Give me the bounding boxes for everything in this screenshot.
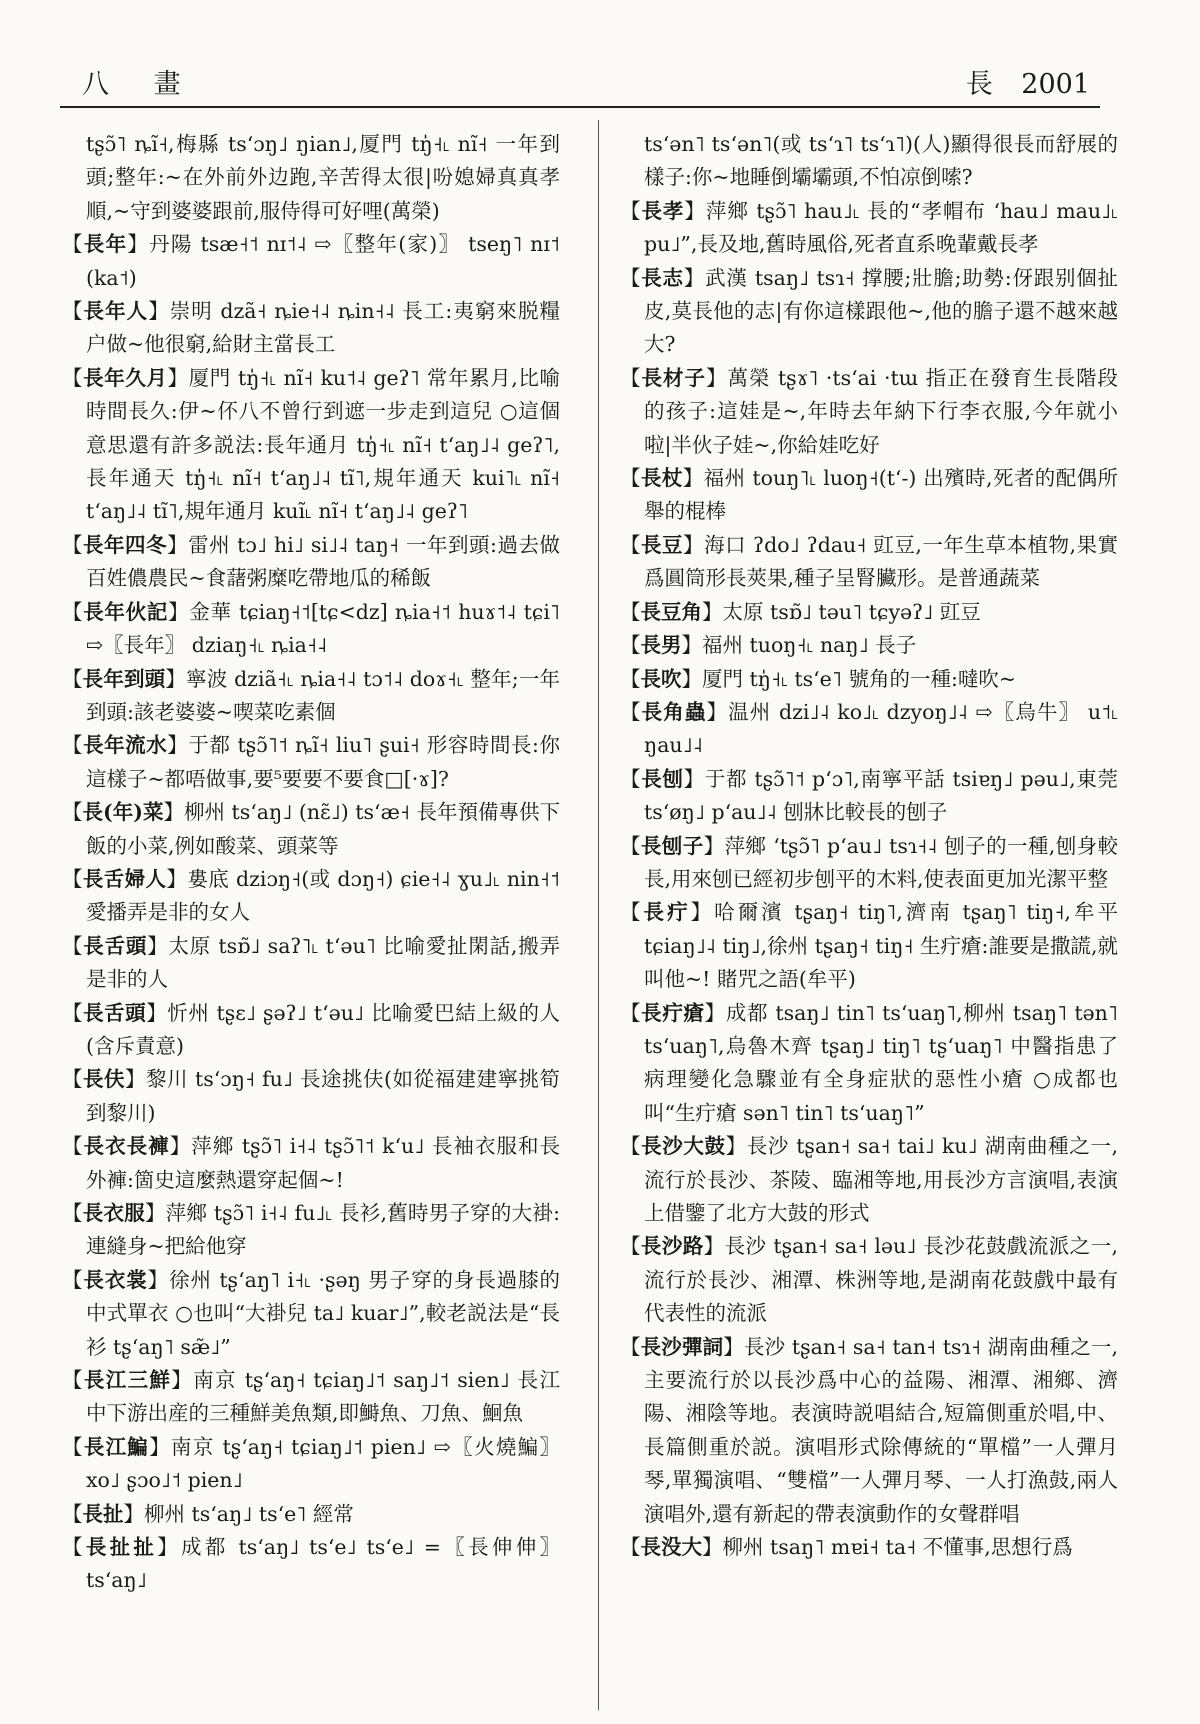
entry-text: 徐州 tʂʻaŋ˥ i˧˪ ·ʂəŋ 男子穿的身長過膝的中式單衣 ○也叫“大褂兒 ta˩ kuar˩”,較老説法是“長衫 tʂʻaŋ˥ sæ̃˩”	[86, 1267, 560, 1359]
entry-text: 長沙 tʂan˧ sa˧ ləu˩ 長沙花鼓戲流派之一,流行於長沙、湘潭、株洲等地,是湖南花鼓戲中最有代表性的流派	[644, 1234, 1118, 1326]
dictionary-entry	[62, 796, 560, 863]
entry-headword: 【長衣服】	[62, 1201, 166, 1225]
dictionary-entry	[620, 1331, 1118, 1531]
entry-text: 寧波 dziã˧˪ ȵia˧˨ tɔ˦˨ doɤ˧˪ 整年;一年到頭:該老婆婆~喫菜吃素個	[86, 666, 560, 724]
entry-headword: 【長志】	[620, 265, 706, 290]
dictionary-entry	[62, 362, 560, 529]
entry-headword: 【長没大】	[620, 1535, 723, 1560]
entry-text: 成都 tsʻaŋ˩ tsʻe˩ tsʻe˩ =〖長伸伸〗 tsʻaŋ˩	[86, 1535, 560, 1593]
dictionary-entry	[620, 529, 1118, 596]
dictionary-entry	[62, 1130, 560, 1197]
dictionary-entry	[620, 830, 1118, 897]
dictionary-entry	[620, 195, 1118, 262]
dictionary-entry	[62, 529, 560, 596]
entry-text: 萍鄉 ʻtʂɔ̃˥ pʻau˩ tsɿ˧˨ 刨子的一種,刨身較長,用來刨已經初步刨平的木料,使表面更加光潔平整	[644, 833, 1118, 891]
entry-headword: 【長年四冬】	[62, 532, 189, 557]
entry-headword: 【長吹】	[620, 666, 702, 691]
entry-text: 南京 tʂʻaŋ˧ tɕiaŋ˩˦ pien˩ ⇨〖火燒鯿〗 xo˩ ʂɔo˩˦ pien˩	[86, 1434, 560, 1493]
entry-headword: 【長年】	[62, 232, 150, 257]
dictionary-entry	[620, 1130, 1118, 1230]
entry-text: 萍鄉 tʂɔ̃˥ hau˩˪ 長的“孝帽布 ʻhau˩ mau˩˪ pu˩”,長及地,舊時風俗,死者直系晚輩戴長孝	[644, 198, 1118, 257]
entry-headword: 【長沙路】	[620, 1234, 725, 1259]
entry-headword: 【長疔】	[620, 900, 715, 925]
entry-headword: 【長刨子】	[620, 833, 725, 858]
entry-headword: 【長角蟲】	[620, 699, 729, 724]
left-column	[62, 128, 560, 1700]
dictionary-entry	[62, 128, 560, 228]
dictionary-entry	[620, 629, 1118, 662]
entry-headword: 【長材子】	[620, 365, 728, 390]
dictionary-entry	[620, 362, 1118, 462]
dictionary-entry	[620, 896, 1118, 996]
entry-text: 萬榮 tʂɤ˥ ·tsʻai ·tɯ 指正在發育生長階段的孩子:這娃是~,年時去年納下行李衣服,今年就小啦|半伙子娃~,你給娃吃好	[644, 365, 1118, 457]
dictionary-entry	[62, 997, 560, 1064]
dictionary-entry	[62, 1197, 560, 1264]
entry-text: 武漢 tsaŋ˩ tsɿ˧ 撑腰;壯膽;助勢:伢跟别個扯皮,莫長他的志|有你這樣跟他~,他的膽子還不越來越大?	[644, 265, 1118, 357]
entry-text: 金華 tɕiaŋ˧˦[tɕ<dz] ȵia˧˦ huɤ˦˨ tɕi˥ ⇨〖長年〗 dziaŋ˧˪ ȵia˧˨	[86, 599, 560, 658]
right-column	[620, 128, 1118, 1700]
entry-headword: 【長年人】	[62, 299, 170, 324]
entry-headword: 【長年到頭】	[62, 666, 187, 691]
dictionary-entry	[62, 729, 560, 796]
page-number: 2001	[1021, 69, 1090, 100]
entry-text: 婁底 dziɔŋ˧(或 dɔŋ˧) ɕie˧˨ ɣu˩˪ nin˧˦ 愛播弄是非的女人	[86, 866, 560, 925]
entry-text: 温州 dzi˩˨ ko˩˪ dzyoŋ˩˨ ⇨〖烏牛〗 u˦˪ ŋau˩˨	[644, 699, 1118, 758]
entry-headword: 【長衣長褲】	[62, 1134, 192, 1159]
entry-text: 萍鄉 tʂɔ̃˥ i˧˨ tʂɔ̃˥˦ kʻu˩ 長袖衣服和長外褲:箇史這麼熱還穿起個~!	[86, 1134, 560, 1192]
entry-text: 萍鄉 tʂɔ̃˥ i˧˨ fu˩˪ 長衫,舊時男子穿的大褂:連縫身~把給他穿	[86, 1201, 560, 1259]
entry-headword: 【長舌頭】	[62, 933, 169, 958]
entry-text: tsʻən˥ tsʻən˥(或 tsʻɿ˥ tsʻɿ˥)(人)顯得很長而舒展的樣子:你~地睡倒壩壩頭,不怕凉倒嗦?	[644, 132, 1118, 190]
dictionary-entry	[62, 863, 560, 930]
entry-headword: 【長伕】	[62, 1067, 146, 1092]
dictionary-entry	[62, 1498, 560, 1531]
dictionary-entry	[620, 462, 1118, 529]
dictionary-entry	[62, 1431, 560, 1498]
entry-text: 長沙 tʂan˧ sa˧ tai˩ ku˩ 湖南曲種之一,流行於長沙、茶陵、臨湘等地,用長沙方言演唱,表演上借鑒了北方大鼓的形式	[644, 1134, 1118, 1225]
entry-headword: 【長扯扯】	[62, 1535, 182, 1560]
dictionary-entry	[620, 596, 1118, 629]
dictionary-entry	[62, 1531, 560, 1598]
dictionary-entry	[620, 262, 1118, 362]
entry-text: 厦門 tŋ̍˧˪ tsʻe˥ 號角的一種:噠吹~	[702, 666, 1017, 691]
entry-headword: 【長沙大鼓】	[620, 1134, 747, 1159]
page-info	[946, 62, 1090, 101]
entry-text: 成都 tsaŋ˩ tin˥ tsʻuaŋ˥,柳州 tsaŋ˥ tən˥ tsʻuaŋ˥,烏魯木齊 tʂaŋ˩ tiŋ˥ tʂʻuaŋ˥ 中醫指患了病理變化急驟並有全身症狀的惡性小瘡 ○成都也叫“生疔瘡 sən˥ tin˥ tsʻuaŋ˥”	[644, 1000, 1118, 1125]
section-title: 八 畫	[82, 69, 199, 100]
entry-text: 于都 tʂɔ̃˥˦ ȵĩ˧ liu˥ ʂui˧ 形容時間長:你這樣子~都唔做事,要⁵要要不要食□[·ɤ]?	[86, 733, 560, 791]
entry-text: 福州 tuoŋ˧˪ naŋ˩ 長子	[702, 633, 917, 658]
entry-headword: 【長衣裳】	[62, 1267, 170, 1292]
entry-headword: 【長(年)菜】	[62, 800, 184, 825]
entry-text: 柳州 tsʻaŋ˩ (nɛ̃˩) tsʻæ˧ 長年預備專供下飯的小菜,例如酸菜、頭菜等	[86, 800, 560, 858]
entry-text: 哈爾濱 tʂaŋ˧ tiŋ˥,濟南 tʂaŋ˥ tiŋ˧,牟平 tɕiaŋ˩˨ tiŋ˩,徐州 tʂaŋ˧ tiŋ˧ 生疔瘡:誰要是撒謊,就叫他~! 賭咒之語(牟平)	[644, 900, 1118, 992]
dictionary-entry	[62, 663, 560, 730]
entry-headword: 【長豆】	[620, 532, 705, 557]
entry-text: 丹陽 tsæ˧˦ nɪ˦˨ ⇨〖整年(家)〗 tseŋ˥ nɪ˦ (ka˦)	[86, 232, 560, 290]
dictionary-entry	[62, 1364, 560, 1431]
entry-text: 柳州 tsʻaŋ˩ tsʻe˥ 經常	[144, 1501, 354, 1526]
dictionary-entry	[62, 596, 560, 663]
entry-text: 黎川 tsʻɔŋ˧ fu˩ 長途挑伕(如從福建建寧挑筍到黎川)	[86, 1067, 560, 1125]
dictionary-entry	[620, 663, 1118, 696]
entry-headword: 【長扯】	[62, 1501, 144, 1526]
dictionary-entry	[620, 1230, 1118, 1330]
dictionary-entry	[62, 930, 560, 997]
dictionary-entry	[62, 295, 560, 362]
dictionary-entry	[620, 997, 1118, 1131]
dictionary-entry	[620, 696, 1118, 763]
dictionary-entry	[62, 1264, 560, 1364]
entry-headword: 【長杖】	[620, 466, 704, 491]
entry-headword: 【長刨】	[620, 766, 705, 791]
entry-headword: 【長舌婦人】	[62, 866, 188, 891]
entry-text: 崇明 dzã˧ ȵie˧˨ ȵin˧˨ 長工:夷窮來脱糧户做~他很窮,給財主當長工	[86, 299, 560, 357]
entry-text: 于都 tʂɔ̃˥˦ pʻɔ˥,南寧平話 tsiɐŋ˩ pəu˩,東莞 tsʻøŋ˩ pʻau˩˨ 刨牀比較長的刨子	[644, 766, 1118, 825]
entry-headword: 【長江鯿】	[62, 1434, 172, 1459]
column-divider	[598, 120, 599, 1710]
entry-text: 太原 tsɒ̃˩ təu˥ tɕyəʔ˩ 豇豆	[722, 599, 981, 624]
entry-text: 厦門 tŋ̍˧˪ nĩ˧ ku˦˨ geʔ˥ 常年累月,比喻時間長久:伊~伓八不曾行到遮一步走到這兒 ○這個意思還有許多説法:長年通月 tŋ̍˧˪ nĩ˧ tʻaŋ˩˨ geʔ˥,長年通天 tŋ̍˧˪ nĩ˧ tʻaŋ˩˨ tĩ˥,規年通天 kui˥˪ nĩ˧ tʻaŋ˩˨ tĩ˥,規年通月 kuĩ˪ nĩ˧ tʻaŋ˩˨ geʔ˥	[86, 365, 560, 524]
entry-headword: 【長年久月】	[62, 365, 189, 390]
entry-headword: 【長年流水】	[62, 733, 189, 758]
dictionary-entry	[620, 763, 1118, 830]
dictionary-entry	[62, 228, 560, 295]
entry-text: 南京 tʂʻaŋ˧ tɕiaŋ˩˦ saŋ˩˦ sien˩ 長江中下游出産的三種鮮美魚類,即鰣魚、刀魚、鮰魚	[86, 1368, 560, 1426]
dictionary-entry	[620, 128, 1118, 195]
dictionary-entry	[62, 1063, 560, 1130]
dictionary-entry	[620, 1531, 1118, 1564]
header-char: 長	[965, 69, 993, 100]
entry-text: 福州 touŋ˥˪ luoŋ˧(tʻ-) 出殯時,死者的配偶所舉的棍棒	[644, 466, 1118, 524]
entry-text: 忻州 tʂɛ˩ ʂəʔ˩ tʻəu˩ 比喻愛巴結上級的人(含斥責意)	[86, 1000, 560, 1058]
entry-text: 海口 ʔdo˩ ʔdau˧ 豇豆,一年生草本植物,果實爲圓筒形長莢果,種子呈腎臟形。是普通蔬菜	[644, 532, 1118, 591]
entry-text: tʂɔ̃˥ ȵĩ˧,梅縣 tsʻɔŋ˩ ŋian˩,厦門 tŋ̍˧˪ nĩ˧ 一年到頭;整年:~在外前外边跑,辛苦得太很|吩媳婦真真孝順,~守到婆婆跟前,服侍得可好哩(萬榮)	[86, 132, 560, 223]
entry-headword: 【長豆角】	[620, 599, 723, 624]
page-header	[60, 62, 1100, 108]
entry-text: 柳州 tsaŋ˥ mɐi˧ ta˧ 不懂事,思想行爲	[722, 1535, 1073, 1560]
entry-headword: 【長沙彈詞】	[620, 1334, 744, 1359]
entry-text: 雷州 tɔ˩ hi˩ si˩˨ taŋ˧ 一年到頭:過去做百姓儂農民~食藷粥糜吃帶地瓜的稀飯	[86, 532, 560, 591]
entry-headword: 【長孝】	[620, 198, 706, 223]
entry-headword: 【長疔瘡】	[620, 1000, 726, 1025]
entry-headword: 【長男】	[620, 633, 702, 658]
entry-headword: 【長舌頭】	[62, 1000, 168, 1025]
entry-text: 太原 tsɒ̃˩ saʔ˥˪ tʻəu˥ 比喻愛扯閑話,搬弄是非的人	[86, 933, 560, 992]
entry-headword: 【長年伙記】	[62, 599, 190, 624]
entry-text: 長沙 tʂan˧ sa˧ tan˧ tsɿ˧ 湖南曲種之一,主要流行於以長沙爲中心的益陽、湘潭、湘鄉、濟陽、湘陰等地。表演時説唱結合,短篇側重於唱,中、長篇側重於説。演唱形式除傳統的“單檔”一人彈月琴,單獨演唱、“雙檔”一人彈月琴、一人打漁鼓,兩人演唱外,還有新起的帶表演動作的女聲群唱	[644, 1334, 1118, 1526]
entry-headword: 【長江三鮮】	[62, 1368, 194, 1393]
